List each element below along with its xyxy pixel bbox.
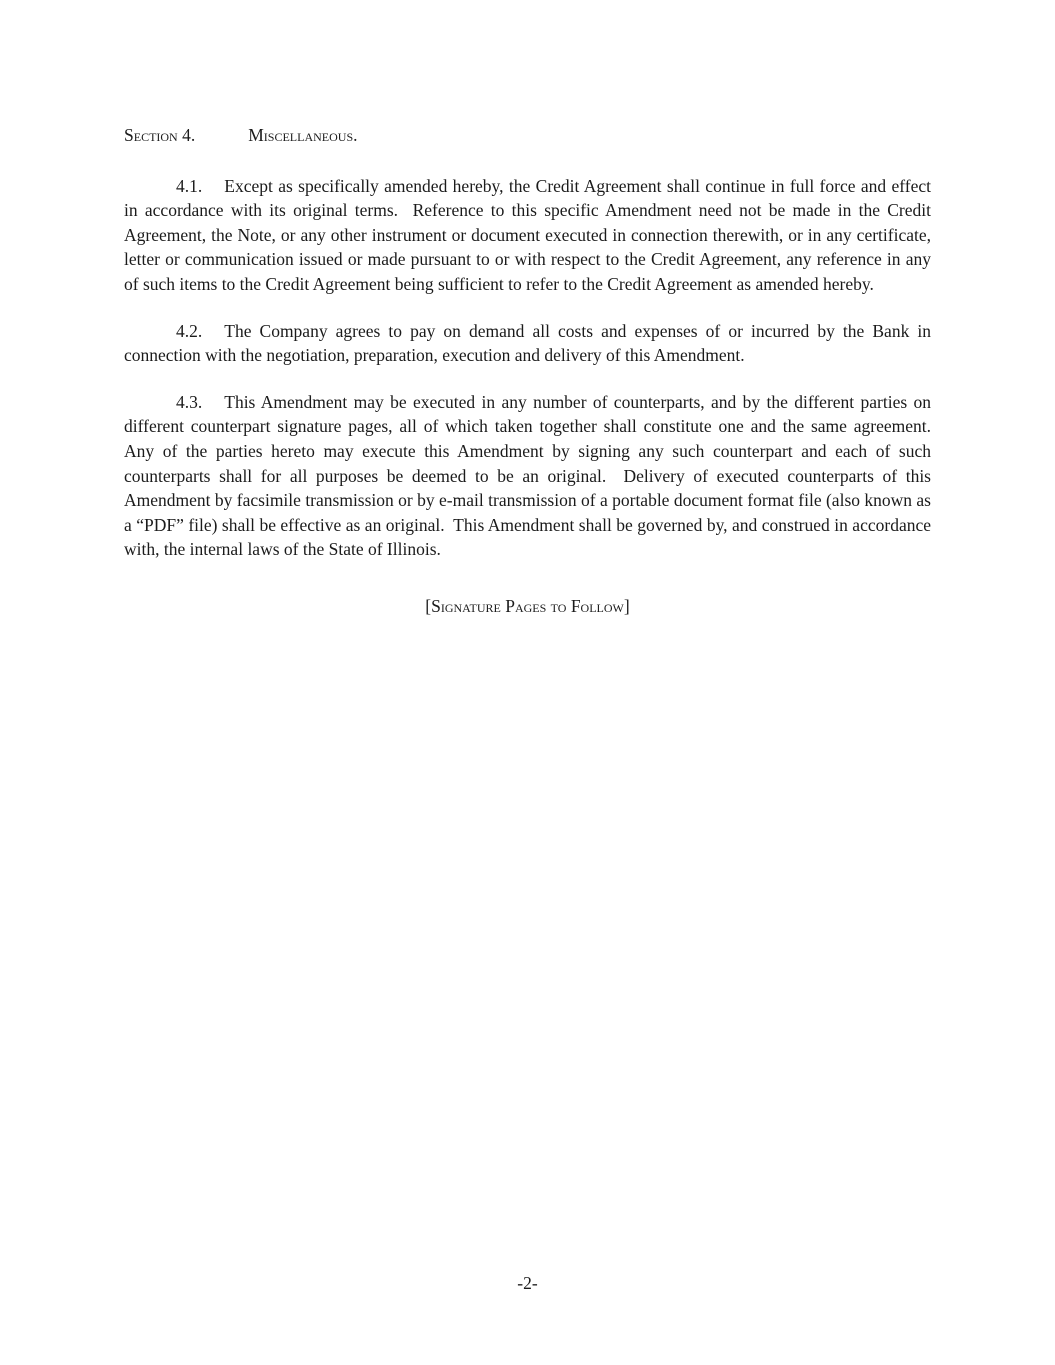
paragraph-4-2 bbox=[124, 319, 936, 368]
document-body bbox=[124, 123, 940, 619]
paragraph-number: 4.3. bbox=[176, 391, 203, 412]
section-heading bbox=[124, 123, 931, 148]
paragraph-text: The Company agrees to pay on demand all costs and expenses of or incurred by the Bank in connection with the negotiation, preparation, execution and delivery of this Amendment. bbox=[124, 320, 936, 366]
page-number: -2- bbox=[517, 1273, 538, 1293]
paragraph-text: Except as specifically amended hereby, the Credit Agreement shall continue in full force and effect in accordance with its original terms. Reference to this specific Amendment need not be made in the Credit Agreement, the Note, or any other instrument or document executed in connection therewith, or in any certificate, letter or communication issued or made pursuant to or with respect to the Credit Agreement, any reference in any of such items to the Credit Agreement being sufficient to refer to the Credit Agreement as amended hereby. bbox=[124, 175, 936, 294]
section-label: Section 4. bbox=[124, 125, 196, 145]
paragraph-text: This Amendment may be executed in any number of counterparts, and by the different parties on different counterpart signature pages, all of which taken together shall constitute one and the same agreement. Any of the parties hereto may execute this Amendment by signing any such counterpart and each of such counterparts shall for all purposes be deemed to be an original. Delivery of executed counterparts of this Amendment by facsimile transmission or by e-mail transmission of a portable document format file (also known as a “PDF” file) shall be effective as an original. This Amendment shall be governed by, and construed in accordance with, the internal laws of the State of Illinois. bbox=[124, 391, 940, 560]
section-title: Miscellaneous. bbox=[248, 125, 358, 145]
paragraph-number: 4.1. bbox=[176, 175, 203, 196]
paragraph-number: 4.2. bbox=[176, 320, 203, 341]
signature-pages-note: [Signature Pages to Follow] bbox=[425, 595, 630, 616]
paragraph-4-1 bbox=[124, 174, 936, 297]
paragraph-4-3 bbox=[124, 390, 940, 562]
